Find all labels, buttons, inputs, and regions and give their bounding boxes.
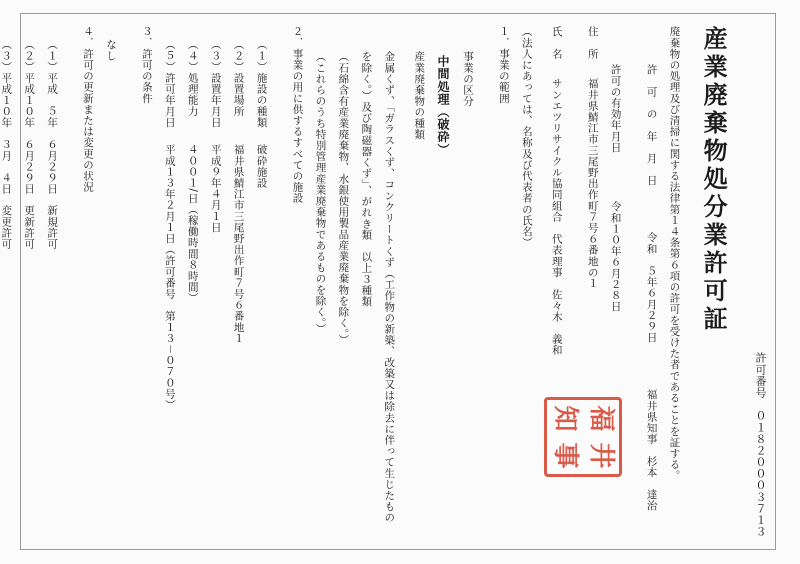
facility-row (182, 26, 202, 538)
history-num: （２） (23, 38, 36, 72)
facility-value: ４００１/日（稼働時間８時間） (186, 143, 199, 304)
history-num: （３） (0, 38, 13, 72)
seal-char: 事 (550, 442, 580, 469)
section2-heading: ２．事業の用に供するすべての施設 (291, 26, 304, 204)
name-note: （法人にあっては、名称及び代表者の氏名） (520, 26, 533, 248)
history-row (41, 26, 61, 538)
history-type: 変更許可 (0, 204, 13, 249)
address: 福井県鯖江市三尾野出作町７号６番地の１ (586, 77, 599, 289)
history-date: 平成１０年 ３月 ４日 (0, 71, 13, 195)
facility-label: （５）許可年月日 (163, 38, 176, 128)
history-date: 平成１０年 ６月２９日 (23, 71, 36, 195)
history-row (0, 26, 15, 538)
permit-number: 許可番号 ０１８２０００３７１３ (754, 352, 767, 538)
seal-char: 福 (586, 405, 616, 432)
address-label: 住 所 (586, 26, 599, 60)
facility-value: 破砕施設 (255, 144, 268, 189)
intro-text: 廃棄物の処理及び清掃に関する法律第１４条第６項の許可を受けた者であることを証する。 (668, 26, 681, 482)
document-title: 産業廃棄物処分業許可証 (699, 26, 728, 334)
facility-value: 福井県鯖江市三尾野出作町７号６番地１ (232, 143, 245, 344)
facility-label: （１）施設の種類 (255, 38, 268, 128)
facility-value: 平成１３年２月１日（許可番号 第１３－０７０号） (163, 144, 176, 411)
name-label: 氏 名 (550, 26, 563, 60)
facility-label: （４）処理能力 (186, 38, 199, 117)
section3-heading: ３．許可の条件 (140, 26, 153, 104)
section1-category: 中間処理（破砕） (436, 54, 451, 156)
waste-line: （石綿含有産業廃棄物、水銀使用製品産業廃棄物を除く。） (337, 51, 350, 346)
official-seal (544, 397, 622, 477)
waste-type-label: 産業廃棄物の種類 (413, 51, 426, 140)
facility-row (228, 26, 248, 538)
permit-document (0, 26, 770, 538)
facility-row (251, 26, 271, 538)
waste-line: を除く。）及び陶磁器くず」、がれき類 以上３種類 (360, 51, 373, 308)
waste-line: （これらのうち特別管理産業廃棄物であるものを除く。） (314, 51, 327, 335)
issue-date-label: 許 可 の 年 月 日 (645, 63, 658, 186)
expiry-label: 許可の有効年月日 (609, 63, 622, 153)
facility-value: 平成９年４月１日 (209, 144, 222, 234)
history-row (18, 26, 38, 538)
section1-sub: 事業の区分 (461, 51, 474, 107)
history-num: （１） (46, 38, 59, 72)
facility-label: （２）設置場所 (232, 38, 245, 117)
history-type: 新規許可 (46, 204, 59, 249)
section4-heading: ４．許可の更新または変更の状況 (82, 26, 95, 193)
history-type: 更新許可 (23, 204, 36, 249)
facility-row (205, 26, 225, 538)
applicant-name: サンエツリサイクル協同組合 代表理事 佐々木 義和 (550, 77, 563, 356)
expiry-date: 令和１０年６月２８日 (609, 200, 622, 312)
section1-heading: １．事業の範囲 (497, 26, 510, 104)
issue-date: 令和 ５年６月２９日 (645, 231, 658, 343)
history-date: 平成 ５年 ６月２９日 (46, 71, 59, 195)
seal-char: 知 (550, 405, 580, 432)
waste-line: 金属くず、「ガラスくず、コンクリートくず（工作物の新築、改築又は除去に伴って生じたもの (383, 51, 396, 524)
facility-row (159, 26, 179, 538)
section3-value: なし (104, 38, 117, 61)
issuer-title: 福井県知事 杉本 達治 (645, 388, 658, 511)
seal-char: 井 (586, 442, 616, 469)
facility-label: （３）設置年月日 (209, 38, 222, 128)
